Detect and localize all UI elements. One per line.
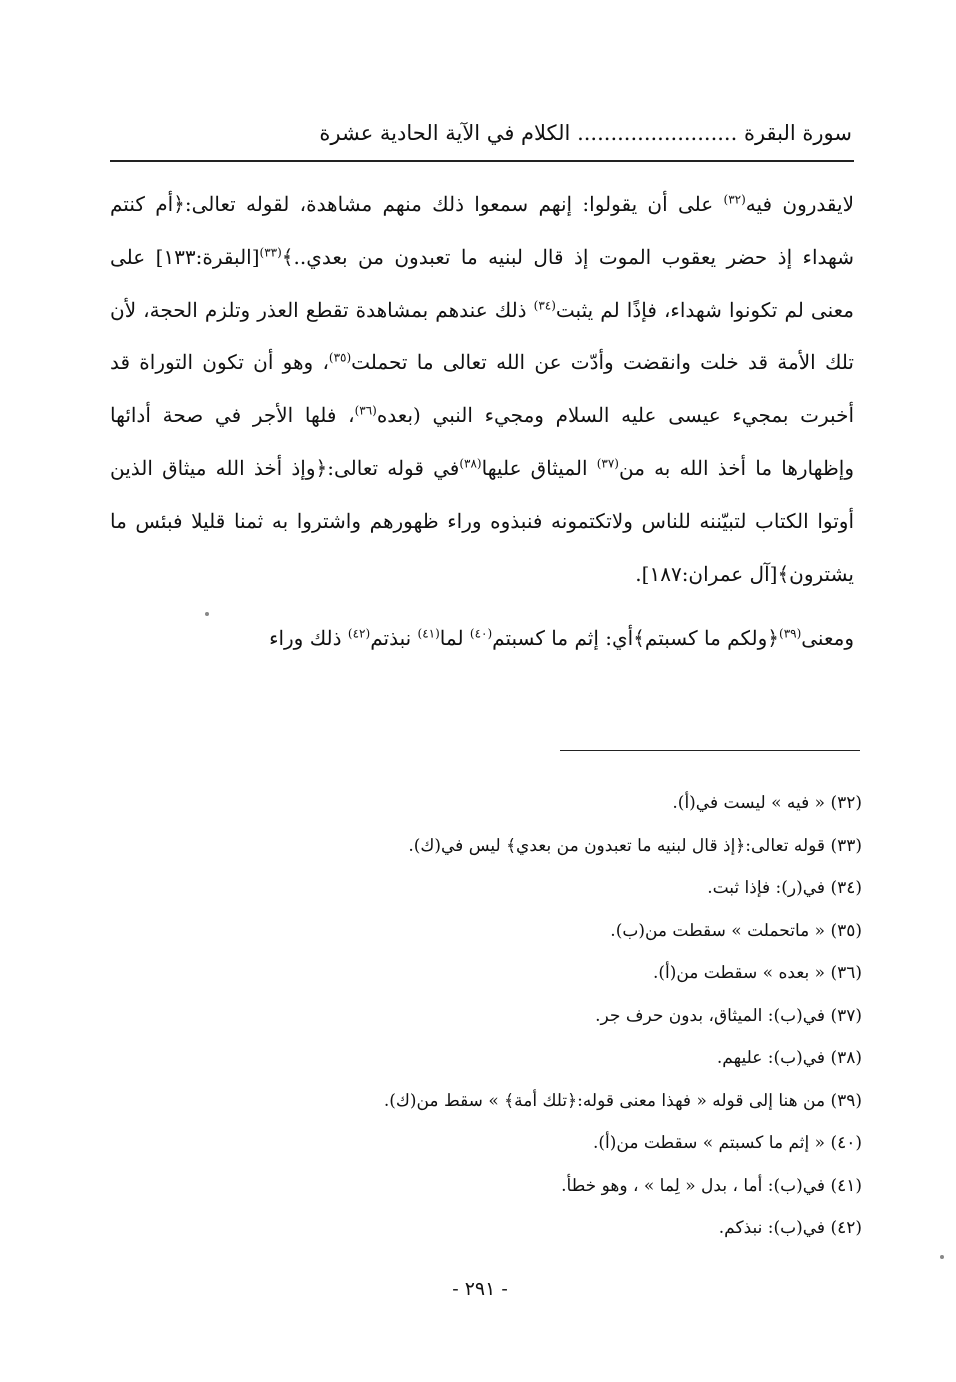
text-run: لما [439, 626, 470, 651]
footnote-32: (٣٢) « فيه » ليست في(أ). [672, 793, 862, 813]
scan-speck [205, 612, 209, 616]
footnote-ref-39[interactable]: (٣٩) [779, 626, 802, 641]
footnote-42: (٤٢) في(ب): نبذكم. [718, 1218, 862, 1238]
footnote-37: (٣٧) في(ب): الميثاق، بدون حرف جر. [595, 1005, 862, 1026]
footnote-ref-34[interactable]: (٣٤) [533, 297, 556, 312]
text-run: [البقرة:١٣٣] على معنى لم تكونوا شهداء، فإذًا لم يثبت [110, 244, 854, 322]
footnote-36: (٣٦) « بعده » سقطت من(أ). [652, 963, 862, 983]
text-run: في قوله تعالى:﴿وإذ أخذ الله ميثاق الذين أوتوا الكتاب لتبيّننه للناس ولاتكتمونه فنبذوه وراء ظهورهم واشتروا به ثمنا قليلا فبئس ما يشترون﴾[آل عمران:١٨٧]. [110, 455, 855, 586]
footnote-ref-37[interactable]: (٣٧) [596, 456, 619, 471]
main-text [110, 178, 854, 665]
footnote-ref-41[interactable]: (٤١) [417, 626, 440, 641]
text-run: على أن يقولوا: إنهم سمعوا ذلك منهم مشاهدة، لقوله تعالى:﴿أم كنتم شهداء إذ حضر يعقوب الموت إذ قال لبنيه ما تعبدون من بعدي..﴾ [110, 192, 854, 269]
footnote-40: (٤٠) « إثم ما كسبتم » سقطت من(أ). [593, 1133, 862, 1153]
footnote-divider [560, 750, 860, 751]
text-run: ﴿ولكم ما كسبتم﴾أي: إثم ما كسبتم [492, 626, 779, 651]
footnote-34: (٣٤) في(ر): فإذا ثبت. [707, 878, 862, 898]
text-run: ذلك وراء [269, 626, 348, 651]
header-divider [110, 160, 854, 162]
footnote-ref-42[interactable]: (٤٢) [347, 626, 371, 641]
text-run: الميثاق عليها [481, 455, 597, 480]
text-run: ، فلها الأجر في صحة أدائها وإظهارها ما أخذ الله به من [110, 403, 854, 480]
text-run: ذلك عندهم بمشاهدة تقطع العذر وتلزم الحجة، لأن تلك الأمة قد خلت وانقضت وأدّت عن الله تعالى ما تحملت [110, 297, 854, 375]
page-number: - ٢٩١ - [452, 1278, 508, 1300]
footnote-33: (٣٣) قوله تعالى:﴿إذ قال لبنيه ما تعبدون من بعدي﴾ ليس في(ك). [408, 835, 862, 856]
text-run: لايقدرون فيه [745, 192, 854, 216]
running-header: سورة البقرة ........................ الكلام في الآية الحادية عشرة [319, 121, 852, 145]
footnote-ref-38[interactable]: (٣٨) [459, 456, 482, 471]
footnote-ref-33[interactable]: (٣٣) [259, 245, 282, 260]
footnote-39: (٣٩) من هنا إلى قوله « فهذا معنى قوله:﴿تلك أمة﴾ » سقط من(ك). [383, 1090, 862, 1111]
footnote-ref-36[interactable]: (٣٦) [354, 403, 377, 418]
footnote-41: (٤١) في(ب): أما ، بدل « لِما » ، وهو خطأ. [561, 1175, 862, 1196]
text-run: ، وهو أن تكون التوراة قد أخبرت بمجيء عيسى عليه السلام ومجيء النبي (بعده [110, 350, 855, 428]
footnote-35: (٣٥) « ماتحملت » سقطت من(ب). [610, 920, 862, 941]
text-run: ومعنى [801, 626, 854, 651]
footnote-ref-40[interactable]: (٤٠) [469, 626, 493, 641]
footnote-38: (٣٨) في(ب): عليهم. [716, 1048, 862, 1068]
footnote-ref-35[interactable]: (٣٥) [328, 350, 352, 365]
paragraph-1 [110, 178, 854, 600]
text-run: نبذتم [370, 626, 418, 651]
scan-speck [940, 1255, 944, 1259]
footnotes [110, 782, 862, 1250]
paragraph-2 [110, 612, 854, 665]
footnote-ref-32[interactable]: (٣٢) [723, 192, 746, 207]
